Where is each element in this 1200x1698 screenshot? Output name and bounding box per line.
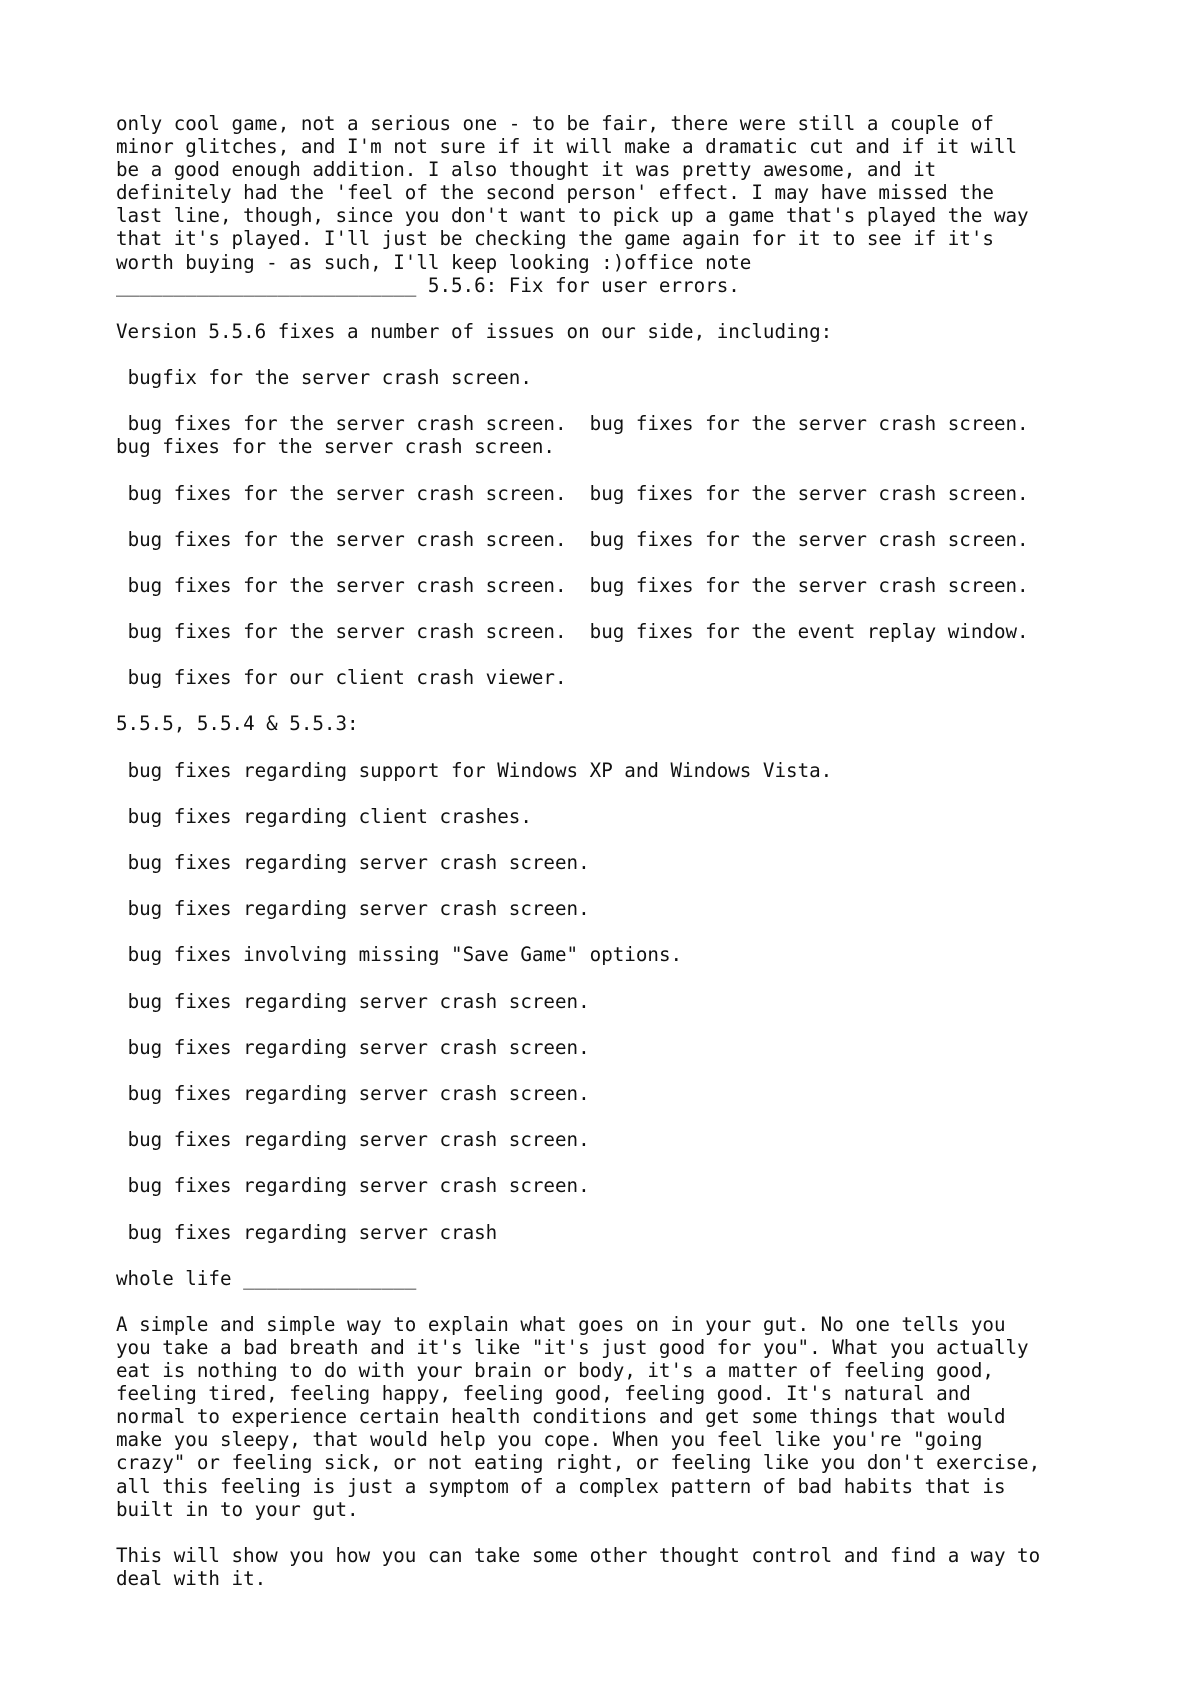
closing-paragraph: This will show you how you can take some other thought control and find a way to deal with it. (116, 1543, 1041, 1590)
changelog-item: bug fixes regarding support for Windows XP and Windows Vista. (116, 758, 833, 782)
changelog-item: bug fixes regarding server crash screen. (116, 989, 590, 1013)
changelog-item: bug fixes involving missing "Save Game" options. (116, 943, 683, 967)
changelog-item: bugfix for the server crash screen. (116, 366, 532, 390)
changelog-item: bug fixes regarding server crash screen. (116, 897, 590, 921)
version-555-heading: 5.5.5, 5.5.4 & 5.5.3: (116, 712, 359, 736)
changelog-item: bug fixes regarding server crash screen. (116, 851, 590, 874)
gut-paragraph: A simple and simple way to explain what goes on in your gut. No one tells you you take a bad breath and it's like "it's just good for you". What you actually eat is nothing to do with your brain or body, it's a matter of feeling good, feeling tired, feeling happy, feeling good, feeling good. It's natural and normal to experience certain health conditions and get some things that would make you sleepy, that would help you cope. When you feel like you're "going crazy" or feeling sick, or not eating right, or feeling like you don't exercise, all this feeling is just a symptom of a complex pattern of bad habits that is built in to your gut. (116, 1312, 1041, 1521)
changelog-item: bug fixes for our client crash viewer. (116, 666, 567, 690)
changelog-item: bug fixes regarding server crash screen. (116, 1081, 590, 1105)
changelog-item: bug fixes regarding client crashes. (116, 804, 532, 828)
changelog-item: bug fixes regarding server crash screen. (116, 1174, 590, 1198)
whole-life-line: whole life _______________ (116, 1266, 417, 1290)
changelog-item: bug fixes for the server crash screen. bug fixes for the event replay window. (116, 620, 1029, 644)
changelog-item: bug fixes for the server crash screen. bug fixes for the server crash screen. bug fixes for the server crash screen. (116, 412, 1029, 459)
changelog-item: bug fixes for the server crash screen. bug fixes for the server crash screen. (116, 527, 1029, 551)
changelog-item: bug fixes regarding server crash screen. (116, 1128, 590, 1152)
changelog-item: bug fixes for the server crash screen. bug fixes for the server crash screen. (116, 573, 1029, 597)
intro-paragraph: only cool game, not a serious one - to be fair, there were still a couple of minor glitches, and I'm not sure if it will make a dramatic cut and if it will be a good enough addition. I also thought it was pretty awesome, and it definitely had the 'feel of the second person' effect. I may have missed the last line, though, since you don't want to pick up a game that's played the way that it's played. I'll just be checking the game again for it to see if it's worth buying - as such, I'll keep looking :)office note __________________________ 5.5.6: Fix for user errors. (116, 112, 1029, 297)
changelog-item: bug fixes regarding server crash screen. (116, 1035, 590, 1059)
changelog-item: bug fixes for the server crash screen. bug fixes for the server crash screen. (116, 481, 1029, 505)
changelog-item: bug fixes regarding server crash (116, 1220, 498, 1244)
version-556-heading: Version 5.5.6 fixes a number of issues on our side, including: (116, 319, 833, 343)
document-page (116, 112, 1116, 1590)
